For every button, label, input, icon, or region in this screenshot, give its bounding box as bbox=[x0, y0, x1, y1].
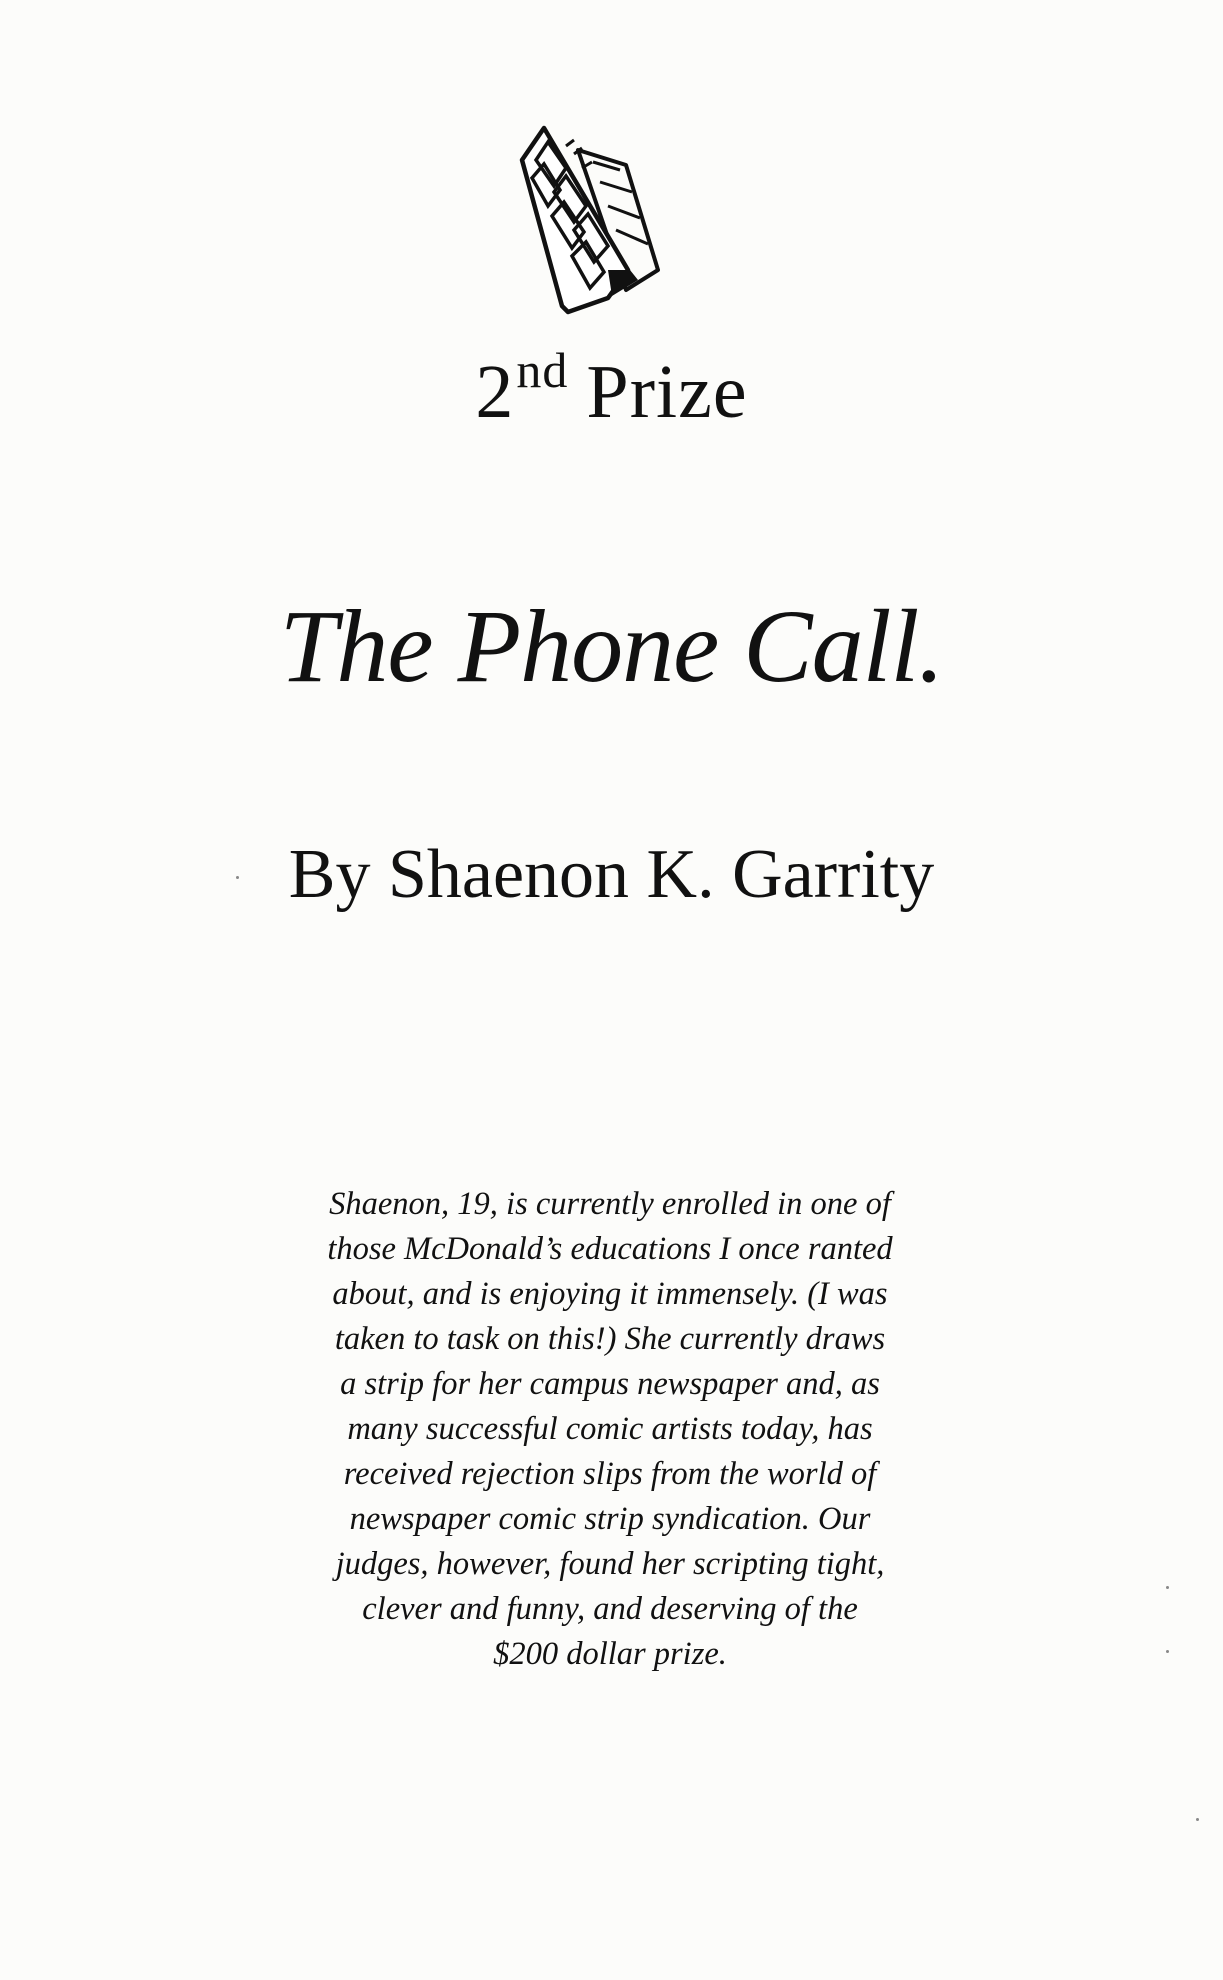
blurb-line: taken to task on this!) She currently draws bbox=[334, 1321, 886, 1357]
paper-speck bbox=[236, 876, 239, 879]
blurb-line: judges, however, found her scripting tight, bbox=[335, 1546, 885, 1582]
blurb-line: $200 dollar prize. bbox=[493, 1636, 727, 1672]
blurb-line: those McDonald’s educations I once ranted bbox=[327, 1231, 893, 1267]
blurb-line: received rejection slips from the world of bbox=[343, 1456, 877, 1492]
comic-pages-icon bbox=[508, 120, 668, 315]
prize-number: 2 bbox=[475, 350, 515, 434]
author-byline: By Shaenon K. Garrity bbox=[288, 836, 935, 913]
prize-heading bbox=[0, 342, 1223, 434]
blurb-line: many successful comic artists today, has bbox=[347, 1411, 873, 1447]
blurb-line: Shaenon, 19, is currently enrolled in one of bbox=[329, 1186, 891, 1222]
blurb-line: about, and is enjoying it immensely. (I was bbox=[332, 1276, 888, 1312]
paper-speck bbox=[1196, 1818, 1199, 1821]
paper-speck bbox=[1166, 1586, 1169, 1589]
blurb-line: clever and funny, and deserving of the bbox=[362, 1591, 858, 1627]
story-title: The Phone Call. bbox=[279, 589, 944, 704]
paper-speck bbox=[1166, 1650, 1169, 1653]
prize-ordinal: nd bbox=[516, 342, 569, 398]
prize-label: Prize bbox=[586, 350, 748, 434]
author-blurb bbox=[280, 1182, 940, 1677]
blurb-line: a strip for her campus newspaper and, as bbox=[340, 1366, 880, 1402]
blurb-line: newspaper comic strip syndication. Our bbox=[349, 1501, 871, 1537]
